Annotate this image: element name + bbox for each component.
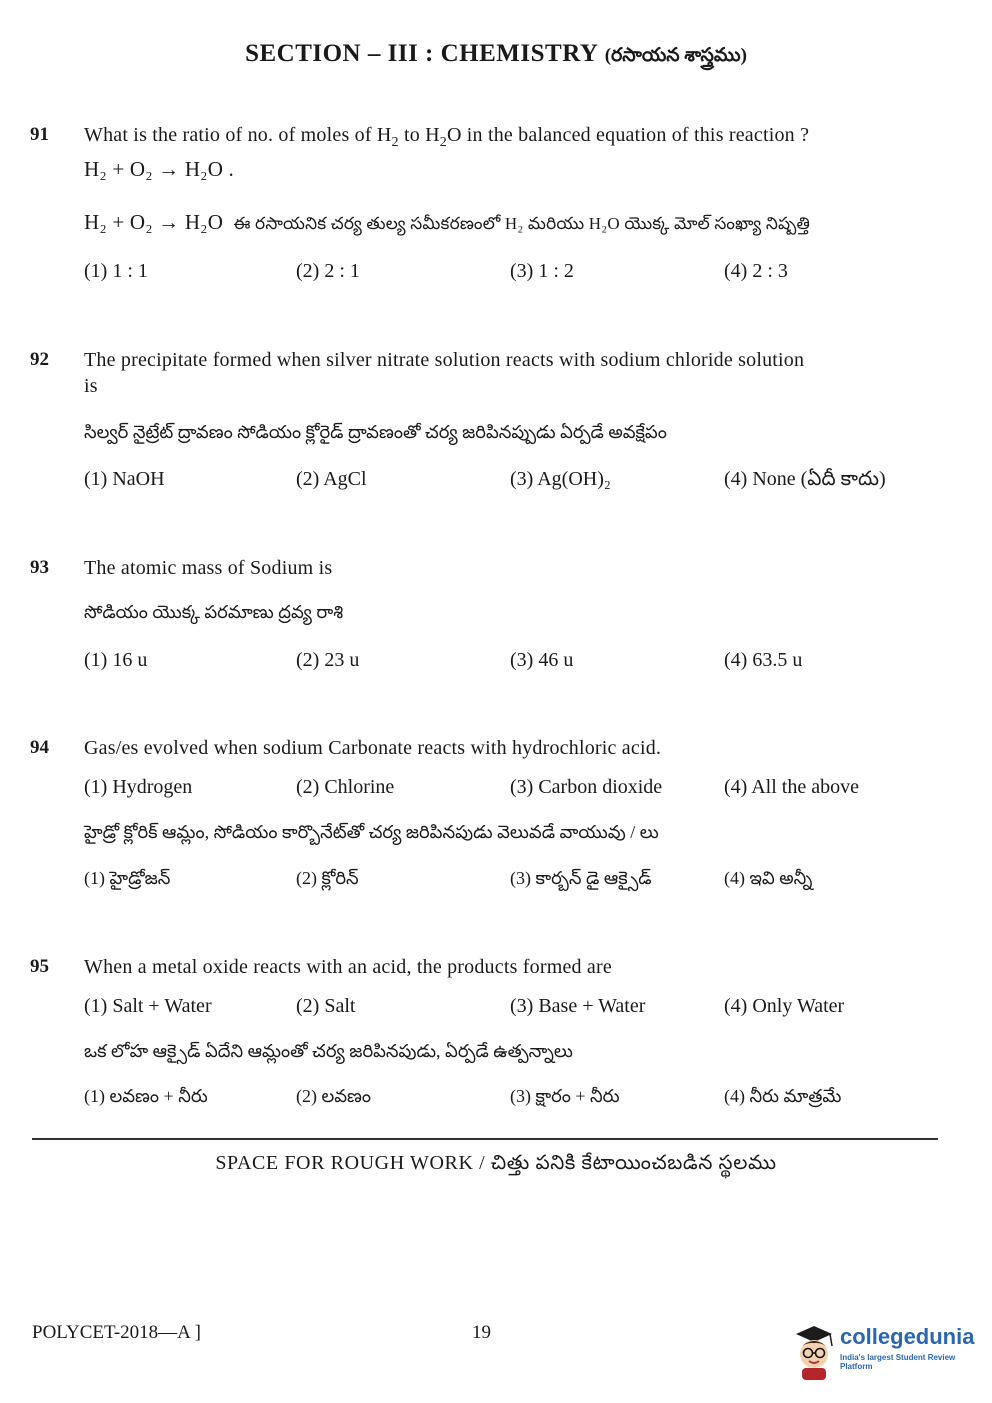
option-3[interactable]: (3) Ag(OH)₂: [510, 468, 611, 490]
section-title-en: SECTION – III : CHEMISTRY: [245, 40, 599, 67]
option-2-en[interactable]: (2) Salt: [296, 995, 356, 1017]
option-1-en[interactable]: (1) Hydrogen: [84, 776, 193, 798]
question-number: 94: [30, 737, 49, 758]
question-text-en: When a metal oxide reacts with an acid, the products formed are: [84, 956, 612, 978]
option-1[interactable]: (1) 16 u: [84, 649, 148, 671]
option-2[interactable]: (2) 23 u: [296, 649, 360, 671]
page-number: 19: [472, 1322, 491, 1343]
option-3-te[interactable]: (3) క్షారం + నీరు: [510, 1086, 620, 1106]
student-mascot-icon: [790, 1322, 838, 1382]
collegedunia-logo: [790, 1322, 985, 1382]
option-2[interactable]: (2) AgCl: [296, 468, 367, 490]
option-4-te[interactable]: (4) నీరు మాత్రమే: [724, 1086, 842, 1106]
brand-tagline: India's largest Student Review Platform: [840, 1353, 956, 1371]
question-text-te: H₂ + O₂ → H₂O ఈ రసాయనిక చర్య తుల్య సమీకరణంలో H₂ మరియు H₂O యొక్క మోల్ సంఖ్యా నిష్పత్తి: [84, 210, 810, 234]
option-1-en[interactable]: (1) Salt + Water: [84, 995, 212, 1017]
option-1[interactable]: (1) 1 : 1: [84, 260, 148, 282]
option-1-te[interactable]: (1) లవణం + నీరు: [84, 1086, 208, 1106]
option-3[interactable]: (3) 1 : 2: [510, 260, 574, 282]
option-3-te[interactable]: (3) కార్బన్ డై ఆక్సైడ్: [510, 868, 652, 888]
question-number: 92: [30, 349, 49, 370]
paper-code: POLYCET-2018—A ]: [32, 1322, 201, 1343]
divider: [32, 1138, 938, 1140]
option-4-en[interactable]: (4) All the above: [724, 776, 859, 798]
option-4[interactable]: (4) 2 : 3: [724, 260, 788, 282]
section-title: [0, 40, 992, 71]
option-2-te[interactable]: (2) క్లోరిన్: [296, 868, 359, 888]
question-equation: H₂ + O₂ → H₂O .: [84, 157, 234, 181]
option-4[interactable]: (4) None (ఏదీ కాదు): [724, 468, 886, 490]
question-text-te: సోడియం యొక్క పరమాణు ద్రవ్య రాశి: [84, 602, 344, 622]
rough-work-label: SPACE FOR ROUGH WORK / చిత్తు పనికి కేటాయించబడిన స్థలము: [215, 1152, 777, 1174]
option-4-en[interactable]: (4) Only Water: [724, 995, 845, 1017]
option-1-te[interactable]: (1) హైడ్రోజన్: [84, 868, 171, 888]
option-3-en[interactable]: (3) Base + Water: [510, 995, 646, 1017]
option-3-en[interactable]: (3) Carbon dioxide: [510, 776, 663, 798]
question-text-te: సిల్వర్ నైట్రేట్ ద్రావణం సోడియం క్లోరైడ్ ద్రావణంతో చర్య జరిపినప్పుడు ఏర్పడే అవక్షేపం: [84, 422, 667, 442]
question-text-te: ఒక లోహ ఆక్సైడ్ ఏదేని ఆమ్లంతో చర్య జరిపినపుడు, ఏర్పడే ఉత్పన్నాలు: [84, 1041, 573, 1061]
section-title-te: (రసాయన శాస్త్రము): [604, 45, 747, 66]
question-text-te: హైడ్రో క్లోరిక్ ఆమ్లం, సోడియం కార్బొనేట్‌తో చర్య జరిపినపుడు వెలువడే వాయువు / లు: [84, 822, 659, 842]
option-2-en[interactable]: (2) Chlorine: [296, 776, 395, 798]
question-text-en: The precipitate formed when silver nitrate solution reacts with sodium chloride solution: [84, 349, 805, 371]
option-3[interactable]: (3) 46 u: [510, 649, 574, 671]
brand-name: collegedunia: [840, 1324, 975, 1349]
question-number: 93: [30, 557, 49, 578]
option-2-te[interactable]: (2) లవణం: [296, 1086, 372, 1106]
option-2[interactable]: (2) 2 : 1: [296, 260, 360, 282]
question-number: 91: [30, 124, 49, 145]
question-text-en-cont: is: [84, 375, 98, 397]
question-text-en: The atomic mass of Sodium is: [84, 557, 333, 579]
option-4-te[interactable]: (4) ఇవి అన్నీ: [724, 868, 813, 888]
option-1[interactable]: (1) NaOH: [84, 468, 165, 490]
question-number: 95: [30, 956, 49, 977]
question-text-en: Gas/es evolved when sodium Carbonate reacts with hydrochloric acid.: [84, 737, 662, 759]
question-text-en: What is the ratio of no. of moles of $H_2$ to $H_2O$ in the balanced equation of this reaction ?: [84, 124, 810, 150]
option-4[interactable]: (4) 63.5 u: [724, 649, 803, 671]
